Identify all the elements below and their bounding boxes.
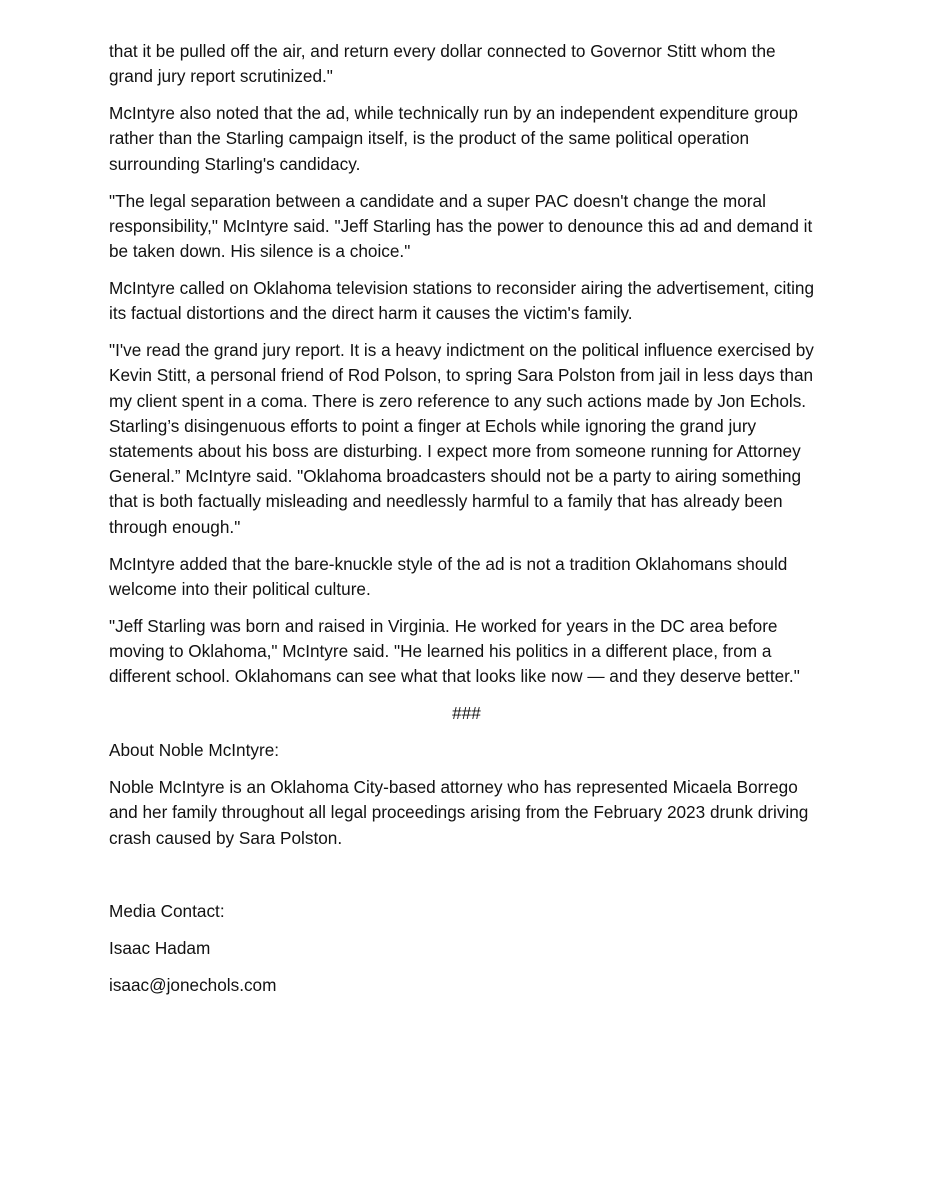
about-heading: About Noble McIntyre: [109, 740, 280, 761]
body-paragraph: McIntyre called on Oklahoma television stations to reconsider airing the advertisement, citing its factual distortions and the direct harm it causes the victim's family. [109, 278, 815, 324]
spacer [109, 863, 824, 899]
media-contact-label: Media Contact: [109, 900, 225, 921]
about-paragraph: Noble McIntyre is an Oklahoma City-based attorney who has represented Micaela Borrego and her family throughout all legal proceedings arising from the February 2023 drunk driving crash caused by Sara Polston. [109, 777, 809, 848]
document-page [109, 39, 824, 1010]
media-contact-name: Isaac Hadam [109, 937, 211, 958]
body-paragraph: "I've read the grand jury report. It is a heavy indictment on the political influence exercised by Kevin Stitt, a personal friend of Rod Polson, to spring Sara Polston from jail in less days than my client spent in a coma. There is zero reference to any such actions made by Jon Echols. Starling’s disingenuous efforts to point a finger at Echols while ignoring the grand jury statements about his boss are disturbing. I expect more from someone running for Attorney General.” McIntyre said. "Oklahoma broadcasters should not be a party to airing something that is both factually misleading and needlessly harmful to a family that has already been through enough." [109, 340, 814, 537]
body-paragraph: McIntyre also noted that the ad, while technically run by an independent expenditure group rather than the Starling campaign itself, is the product of the same political operation surrounding Starling's candidacy. [109, 103, 798, 174]
section-separator: ### [452, 703, 481, 724]
body-paragraph: "The legal separation between a candidate and a super PAC doesn't change the moral responsibility," McIntyre said. "Jeff Starling has the power to denounce this ad and demand it be taken down. His silence is a choice." [109, 190, 813, 262]
body-paragraph: "Jeff Starling was born and raised in Virginia. He worked for years in the DC area before moving to Oklahoma," McIntyre said. "He learned his politics in a different place, from a different school. Oklahomans can see what that looks like now — and they deserve better." [109, 615, 800, 687]
body-paragraph: McIntyre added that the bare-knuckle style of the ad is not a tradition Oklahomans should welcome into their political culture. [109, 553, 788, 599]
body-paragraph: that it be pulled off the air, and return every dollar connected to Governor Stitt whom the grand jury report scrutinized." [109, 41, 776, 87]
media-contact-email[interactable]: isaac@jonechols.com [109, 974, 277, 995]
